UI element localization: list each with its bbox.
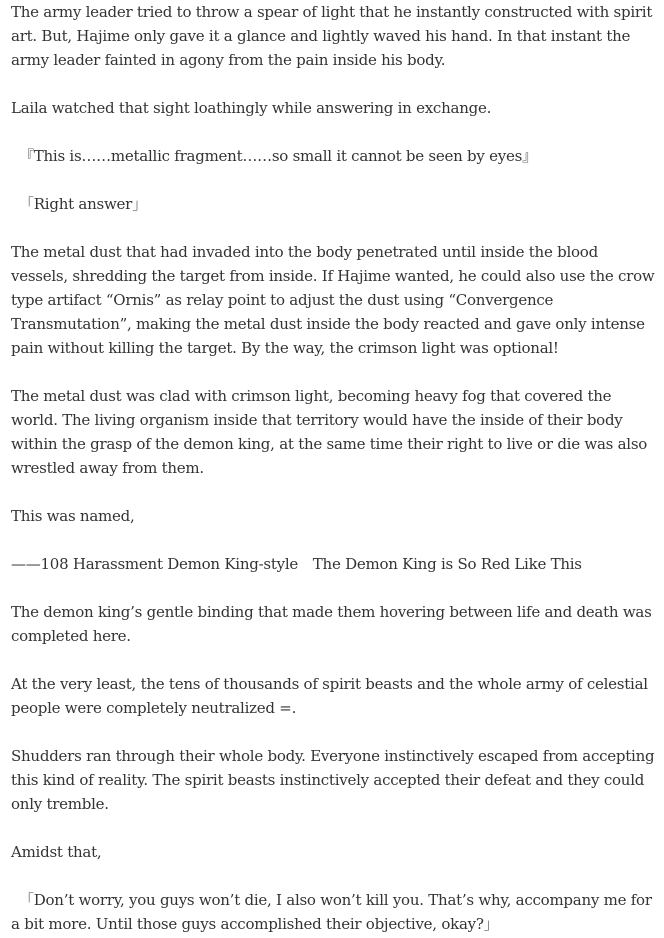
technique-name-line: ——108 Harassment Demon King-style The Demon King is So Red Like This — [11, 555, 582, 573]
narration-paragraph-shudders: Shudders ran through their whole body. Everyone instinctively escaped from accepting this kind of reality. The spirit beasts instinctively accepted their defeat and they could only tremble. — [11, 747, 655, 813]
narration-paragraph-neutralized: At the very least, the tens of thousands of spirit beasts and the whole army of celestial people were completely neutralized =. — [11, 675, 648, 717]
dialogue-hajime-dont-worry: 「Don’t worry, you guys won’t die, I also won’t kill you. That’s why, accompany me for a bit more. Until those guys accomplished their objective, okay?」 — [11, 891, 652, 933]
dialogue-laila-metallic-fragment: 『This is……metallic fragment……so small it cannot be seen by eyes』 — [19, 147, 537, 165]
narration-paragraph-named: This was named, — [11, 507, 135, 525]
narration-paragraph-crimson-fog: The metal dust was clad with crimson light, becoming heavy fog that covered the world. The living organism inside that territory would have the inside of their body within the grasp of the demon king, at the same time their right to live or die was also wrestled away from them. — [11, 387, 648, 477]
narration-paragraph-amidst: Amidst that, — [11, 843, 102, 861]
narration-paragraph-binding: The demon king’s gentle binding that made them hovering between life and death was completed here. — [11, 603, 652, 645]
narration-paragraph-spear: The army leader tried to throw a spear of light that he instantly constructed with spirit art. But, Hajime only gave it a glance and lightly waved his hand. In that instant the army leader fainted in agony from the pain inside his body. — [11, 3, 653, 69]
narration-paragraph-laila: Laila watched that sight loathingly while answering in exchange. — [11, 99, 492, 117]
narration-paragraph-metal-dust: The metal dust that had invaded into the body penetrated until inside the blood vessels, shredding the target from inside. If Hajime wanted, he could also use the crow type artifact “Ornis” as relay point to adjust the dust using “Convergence Transmutation”, making the metal dust inside the body reacted and gave only intense pain without killing the target. By the way, the crimson light was optional! — [11, 243, 655, 357]
dialogue-right-answer: 「Right answer」 — [19, 195, 147, 213]
